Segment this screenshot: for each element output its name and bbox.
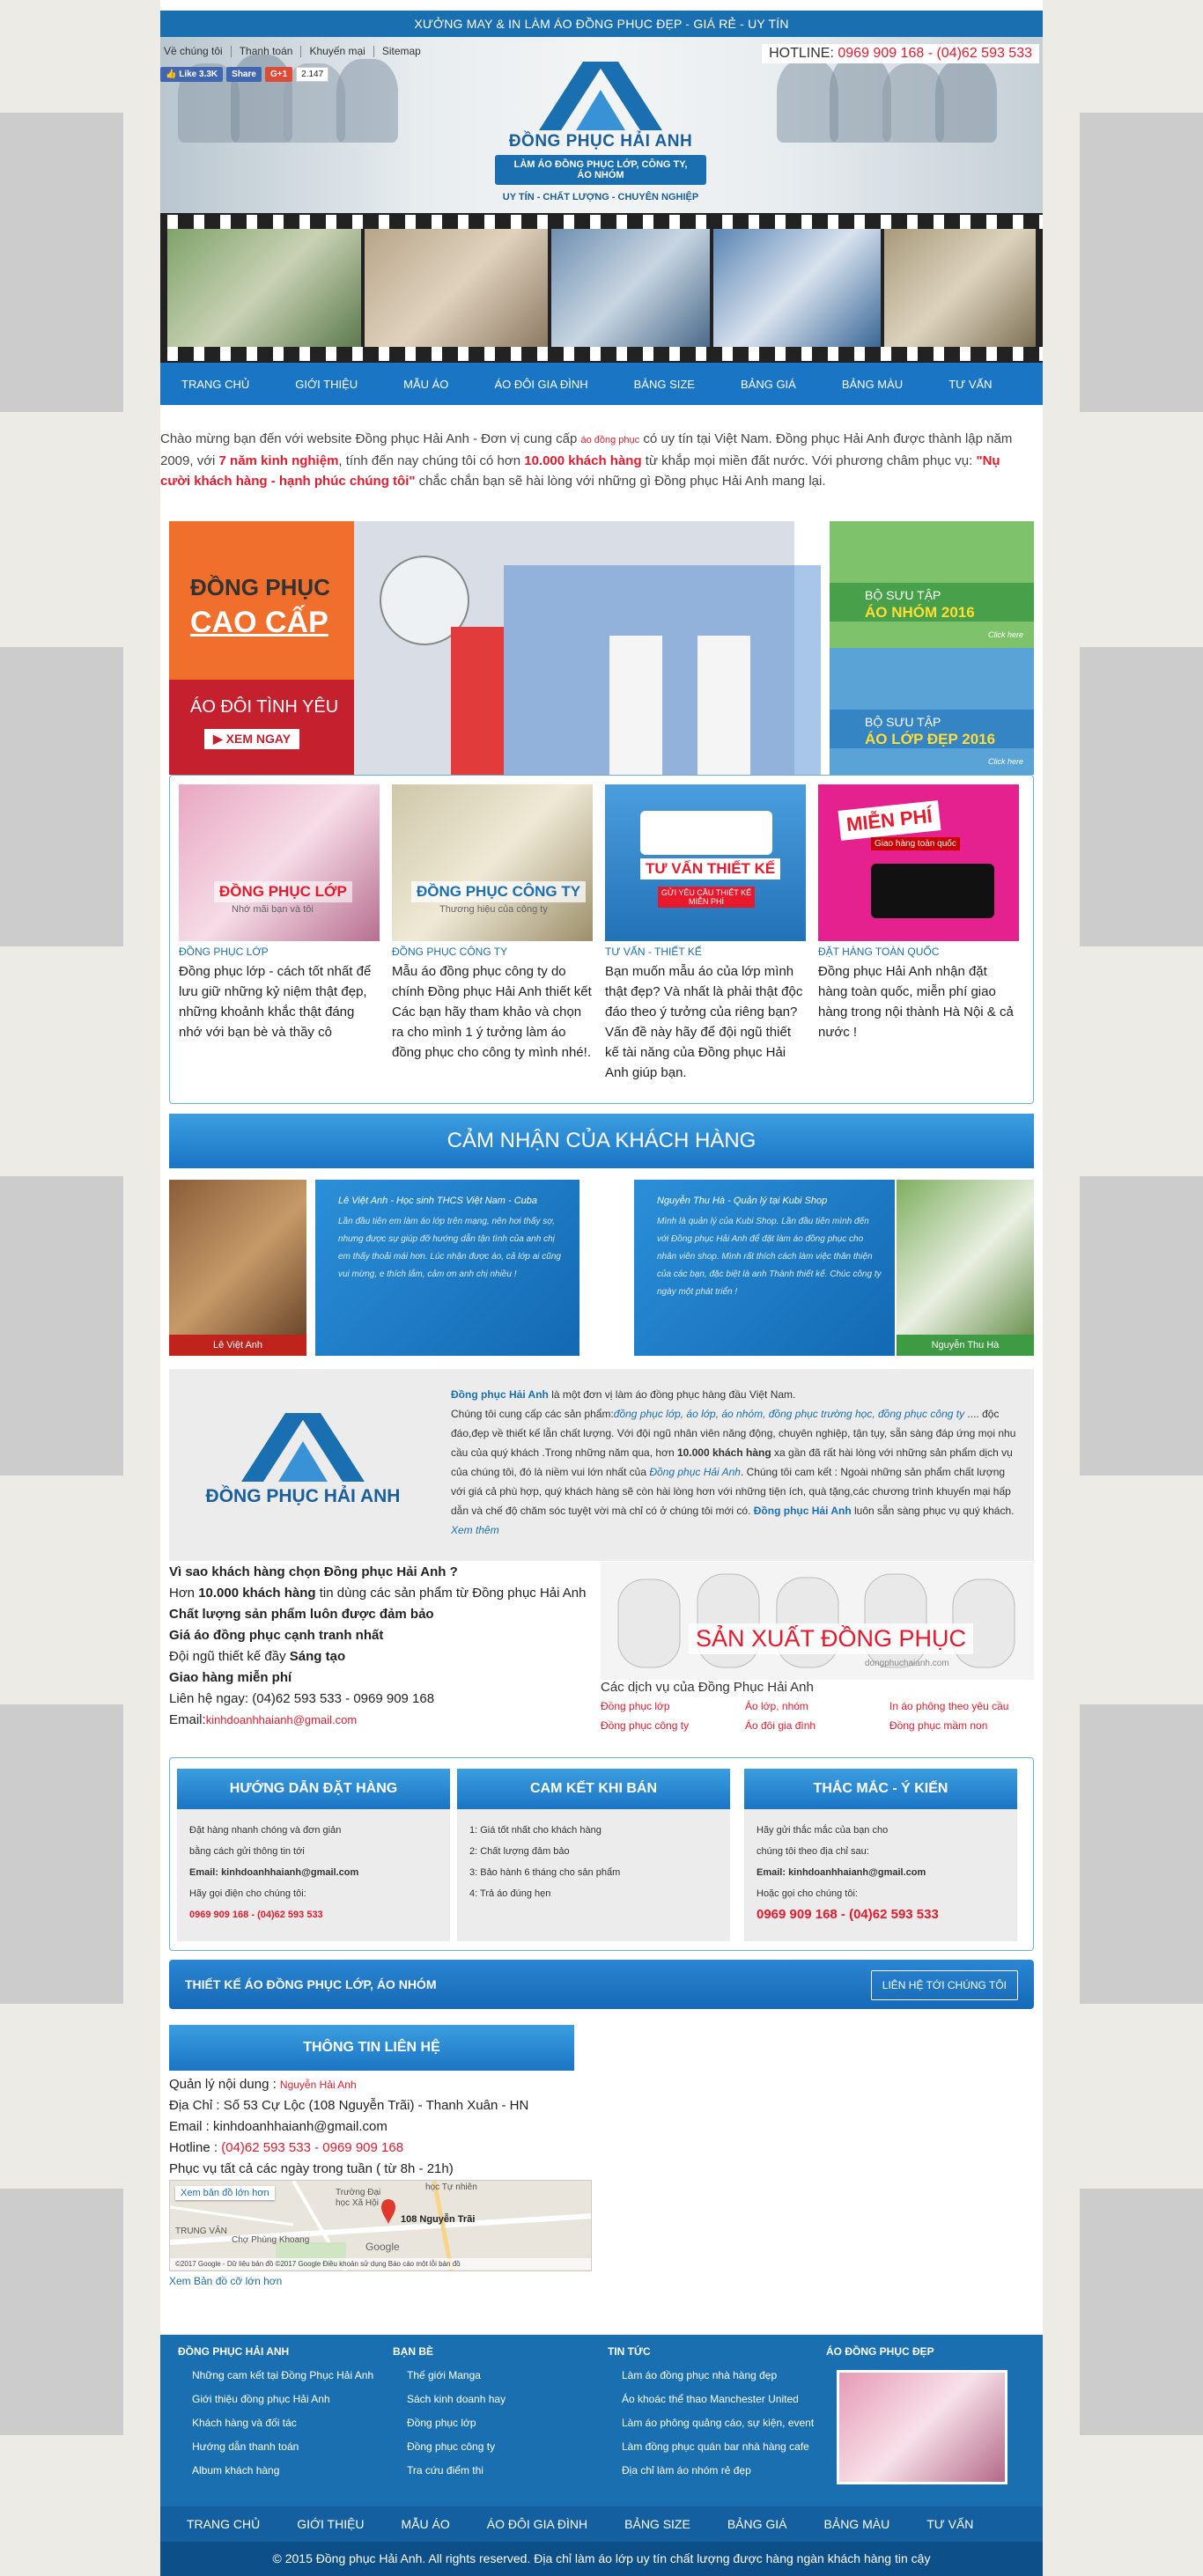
map-larger-link[interactable]: Xem bản đồ lớn hơn <box>175 2186 275 2200</box>
main-nav <box>160 363 1043 405</box>
about-more-link[interactable]: Xem thêm <box>451 1524 499 1536</box>
footer-link[interactable]: Thế giới Manga <box>407 2369 481 2381</box>
testimonial-quote: Nguyễn Thu Hà - Quản lý tại Kubi Shop Mình là quản lý của Kubi Shop. Lần đầu tiên mình đến với Đồng phục Hải Anh để đặt làm áo đồng phục cho nhân viên shop. Mình rất thích cách làm việc thân thiện của các bạn, đặc biệt là anh Thành thiết kế. Chúc công ty ngày một phát triển ! <box>634 1180 895 1356</box>
contact-info: Quản lý nội dung : Nguyễn Hải Anh Địa Chỉ : Số 53 Cự Lộc (108 Nguyễn Trãi) - Thanh Xuân - HN Email : kinhdoanhhaianh@gmail.com Hotline : (04)62 593 533 - 0969 909 168 Phục vụ tất cả các ngày trong tuần ( từ 8h - 21h) <box>169 2077 529 2176</box>
about-section <box>169 1369 1034 1561</box>
service-card-company[interactable]: ĐỒNG PHỤC CÔNG TY Thương hiệu của công ty ĐỒNG PHỤC CÔNG TY Mẫu áo đồng phục công ty do chính Đồng phục Hải Anh thiết kết Các bạn hãy tham khảo và chọn ra cho mình 1 ý tưởng làm áo đồng phục cho công ty mình nhé!. <box>392 784 593 1063</box>
logo-banner: LÀM ÁO ĐỒNG PHỤC LỚP, CÔNG TY, ÁO NHÓM <box>495 155 706 185</box>
intro-text: Chào mừng bạn đến với website Đồng phục Hải Anh - Đơn vị cung cấp áo đồng phục có uy tín tại Việt Nam. Đồng phục Hải Anh được thành lập năm 2009, với 7 năm kinh nghiệm, tính đến nay chúng tôi có hơn 10.000 khách hàng từ khắp mọi miền đất nước. Với phương châm phục vụ: "Nụ cười khách hàng - hạnh phúc chúng tôi" chắc chắn bạn sẽ hài lòng với những gì Đồng phục Hải Anh mang lại. <box>160 431 1013 489</box>
side-decor <box>0 647 123 946</box>
footer-link[interactable]: Sách kinh doanh hay <box>407 2393 506 2405</box>
hotline-numbers[interactable]: 0969 909 168 - (04)62 593 533 <box>838 46 1032 61</box>
service-link[interactable]: Áo lớp, nhóm <box>745 1700 808 1712</box>
contact-heading: THÔNG TIN LIÊN HỆ <box>169 2025 574 2071</box>
order-guide: HƯỚNG DẪN ĐẶT HÀNG Đặt hàng nhanh chóng và đơn giản bằng cách gửi thông tin tới Email: kinhdoanhhaianh@gmail.com Hãy gọi điện cho chúng tôi: 0969 909 168 - (04)62 593 533 <box>177 1769 450 1941</box>
services-box <box>169 775 1034 1104</box>
footer-link[interactable]: Tra cứu điểm thi <box>407 2464 483 2477</box>
filmstrip-photo <box>365 229 548 347</box>
service-image: MIỄN PHÍ Giao hàng toàn quốc <box>818 784 1019 941</box>
footer-nav-color-chart[interactable]: BẢNG MÀU <box>823 2517 890 2531</box>
banner-r1-click[interactable]: Click here <box>988 630 1024 639</box>
google-plus-count: 2.147 <box>296 67 328 82</box>
footer-nav-about[interactable]: GIỚI THIỆU <box>297 2517 365 2531</box>
banner-r2-click[interactable]: Click here <box>988 757 1024 766</box>
why-choose-us: Vì sao khách hàng chọn Đồng phục Hải Anh ? Hơn 10.000 khách hàng tin dùng các sản phẩm từ Đồng phục Hải Anh Chất lượng sản phẩm luôn được đảm bảo Giá áo đồng phục cạnh tranh nhất Đội ngũ thiết kế đầy Sáng tạo Giao hàng miễn phí Liên hệ ngay: (04)62 593 533 - 0969 909 168 Email:kinhdoanhhaianh@gmail.com <box>169 1564 587 1727</box>
facebook-share-button[interactable]: Share <box>226 67 262 82</box>
play-icon: ▶ <box>213 732 226 746</box>
footer-nav-consulting[interactable]: TƯ VẤN <box>926 2517 974 2531</box>
service-image: ĐỒNG PHỤC LỚP Nhớ mãi bạn và tôi <box>179 784 380 941</box>
banner-left-sub: ÁO ĐÔI TÌNH YÊU <box>190 697 339 717</box>
testimonial-quote: Lê Việt Anh - Học sinh THCS Việt Nam - Cuba Lần đầu tiên em làm áo lớp trên mạng, nên hơi thấy sợ, nhưng được sự giúp đỡ hướng dẫn tận tình của anh chị em thấy thoải mái hơn. Lúc nhận được áo, cả lớp ai cũng vui mừng, e thích lắm, cảm ơn anh chị nhiều ! <box>315 1180 579 1356</box>
service-link[interactable]: In áo phông theo yêu cầu <box>889 1700 1009 1712</box>
footer-link[interactable]: Album khách hàng <box>192 2464 280 2477</box>
nav-about[interactable]: GIỚI THIỆU <box>295 377 358 391</box>
footer-nav-home[interactable]: TRANG CHỦ <box>187 2517 261 2531</box>
filmstrip-photo <box>713 229 881 347</box>
footer-nav <box>160 2506 1043 2542</box>
intro-link-uniform[interactable]: áo đồng phục <box>580 435 640 445</box>
logo-name: ĐỒNG PHỤC HẢI ANH <box>508 132 693 151</box>
footer-col-friends: BẠN BÈ Thế giới Manga Sách kinh doanh hay Đồng phục lớp Đồng phục công ty Tra cứu điểm thi <box>393 2345 506 2477</box>
footer-nav-family-shirts[interactable]: ÁO ĐÔI GIA ĐÌNH <box>486 2517 588 2531</box>
side-decor <box>1080 1704 1203 2004</box>
side-decor <box>1080 113 1203 412</box>
footer-nav-price-list[interactable]: BẢNG GIÁ <box>727 2517 787 2531</box>
service-image: ĐỒNG PHỤC CÔNG TY Thương hiệu của công ty <box>392 784 593 941</box>
footer-link[interactable]: Những cam kết tại Đồng Phục Hải Anh <box>192 2369 374 2381</box>
footer-link[interactable]: Đồng phục công ty <box>407 2440 496 2453</box>
banner-left-mid: CAO CẤP <box>190 606 328 639</box>
side-decor <box>1080 2189 1203 2435</box>
footer-link[interactable]: Làm áo phông quảng cáo, sự kiện, event <box>622 2417 815 2429</box>
facebook-like-button[interactable]: 👍 Like 3.3K <box>160 67 223 82</box>
service-link[interactable]: Đồng phục công ty <box>601 1719 690 1732</box>
logo-mark-icon <box>521 53 680 132</box>
photo-filmstrip <box>160 213 1043 363</box>
questions-feedback: THẮC MẮC - Ý KIẾN Hãy gửi thắc mắc của bạn cho chúng tôi theo địa chỉ sau: Email: kinhdoanhhaianh@gmail.com Hoặc gọi cho chúng tôi: 0969 909 168 - (04)62 593 533 <box>744 1769 1017 1941</box>
service-card-design[interactable]: TƯ VẤN THIẾT KẾ GỬI YÊU CẦU THIẾT KẾ MIỄN PHÍ TƯ VẤN - THIẾT KẾ Bạn muốn mẫu áo của lớp mình thật đẹp? Và nhất là phải thật độc đáo theo ý tưởng của riêng bạn? Vấn đề này hãy để đội ngũ thiết kế tài năng của Đồng phục Hải Anh giúp bạn. <box>605 784 806 1083</box>
testimonials-heading: CẢM NHẬN CỦA KHÁCH HÀNG <box>169 1114 1034 1168</box>
footer-link[interactable]: Hướng dẫn thanh toán <box>192 2440 299 2453</box>
info-columns <box>169 1757 1034 1951</box>
google-plus-button[interactable]: G+1 <box>265 67 292 82</box>
testimonial-name: Nguyễn Thu Hà <box>897 1335 1034 1356</box>
design-cta <box>169 1960 1034 2009</box>
service-link[interactable]: Áo đôi gia đình <box>745 1719 816 1732</box>
side-decor <box>1080 1176 1203 1476</box>
toplink-promotion[interactable]: Khuyến mại <box>301 46 373 57</box>
copyright: © 2015 Đồng phục Hải Anh. All rights reserved. Địa chỉ làm áo lớp uy tín chất lượng được hàng ngàn khách hàng tin cậy <box>160 2542 1043 2576</box>
footer-col-news: TIN TỨC Làm áo đồng phục nhà hàng đẹp Áo khoác thể thao Manchester United Làm áo phông quảng cáo, sự kiện, event Làm đồng phục quán bar nhà hàng cafe Địa chỉ làm áo nhóm rẻ đẹp <box>608 2345 815 2477</box>
footer-link[interactable]: Làm đồng phục quán bar nhà hàng cafe <box>622 2440 809 2453</box>
testimonial-photo <box>169 1180 306 1356</box>
thumbs-up-icon: 👍 <box>166 70 180 79</box>
hotline-label: HOTLINE: <box>769 46 834 61</box>
footer-link[interactable]: Khách hàng và đối tác <box>192 2417 297 2429</box>
service-image: TƯ VẤN THIẾT KẾ GỬI YÊU CẦU THIẾT KẾ MIỄN PHÍ <box>605 784 806 941</box>
top-links <box>164 46 429 57</box>
footer-nav-size-chart[interactable]: BẢNG SIZE <box>624 2517 690 2531</box>
toplink-about[interactable]: Về chúng tôi <box>164 46 232 57</box>
nav-price-list[interactable]: BẢNG GIÁ <box>740 377 796 391</box>
side-decor <box>0 1176 123 1476</box>
banner-r2-label: BỘ SƯU TẬP <box>865 715 941 729</box>
filmstrip-photo <box>884 229 1036 347</box>
map-larger-link-below[interactable]: Xem Bản đồ cỡ lớn hơn <box>169 2275 283 2287</box>
footer-nav-shirt-models[interactable]: MẪU ÁO <box>401 2517 450 2531</box>
banner-r1-title: ÁO NHÓM 2016 <box>865 604 975 621</box>
toplink-sitemap[interactable]: Sitemap <box>381 45 421 57</box>
banner-r2-title: ÁO LỚP ĐẸP 2016 <box>865 731 996 747</box>
service-link[interactable]: Đồng phục mầm non <box>889 1719 988 1732</box>
logo-slogan: UY TÍN - CHẤT LƯỢNG - CHUYÊN NGHIỆP <box>502 192 699 202</box>
email-link[interactable]: kinhdoanhhaianh@gmail.com <box>205 1713 358 1726</box>
logo-mark-icon <box>206 1404 400 1483</box>
service-list: Các dịch vụ của Đồng Phục Hải Anh Đồng phục lớp Áo lớp, nhóm In áo phông theo yêu cầu Đồng phục công ty Áo đôi gia đình Đồng phục mầm non <box>601 1680 1034 1732</box>
production-banner: SẢN XUẤT ĐỒNG PHỤC dongphuchaianh.com <box>601 1562 1034 1680</box>
footer-gallery-photo[interactable] <box>837 2370 1007 2484</box>
nav-color-chart[interactable]: BẢNG MÀU <box>841 377 904 391</box>
side-decor <box>0 2189 123 2435</box>
banner-r1-label: BỘ SƯU TẬP <box>865 588 941 602</box>
service-card-class[interactable]: ĐỒNG PHỤC LỚP Nhớ mãi bạn và tôi ĐỒNG PHỤC LỚP Đồng phục lớp - cách tốt nhất để lưu giữ những kỷ niệm thật đẹp, những khoảnh khắc thật đáng nhớ với bạn bè và thầy cô <box>179 784 380 1042</box>
filmstrip-photo <box>167 229 361 347</box>
nav-family-shirts[interactable]: ÁO ĐÔI GIA ĐÌNH <box>494 377 588 391</box>
toplink-payment[interactable]: Thanh toán <box>232 46 302 57</box>
service-card-delivery[interactable]: MIỄN PHÍ Giao hàng toàn quốc ĐẶT HÀNG TOÀN QUỐC Đồng phục Hải Anh nhận đặt hàng toàn quốc, miễn phí giao hàng trong nội thành Hà Nội & cả nước ! <box>818 784 1019 1042</box>
footer-link[interactable]: Áo khoác thể thao Manchester United <box>622 2393 799 2405</box>
testimonial-name: Lê Việt Anh <box>169 1335 306 1356</box>
footer-col-company: ĐỒNG PHỤC HẢI ANH Những cam kết tại Đồng Phục Hải Anh Giới thiệu đồng phục Hải Anh Khách hàng và đối tác Hướng dẫn thanh toán Album khách hàng <box>178 2345 374 2477</box>
footer-link[interactable]: Làm áo đồng phục nhà hàng đẹp <box>622 2369 778 2381</box>
footer-link[interactable]: Địa chỉ làm áo nhóm rẻ đẹp <box>622 2464 751 2477</box>
footer-link[interactable]: Giới thiệu đồng phục Hải Anh <box>192 2393 330 2405</box>
footer-link[interactable]: Đồng phục lớp <box>407 2417 476 2429</box>
google-map[interactable]: Xem bản đồ lớn hơn 108 Nguyễn Trãi Trường Đại học Xã Hội học Tự nhiên TRUNG VĂN Chợ Phùng Khoang Google ©2017 Google - Dữ liệu bản đồ ©2017 Google Điều khoản sử dụng Báo cáo một lỗi bản đồ <box>169 2180 592 2271</box>
contact-us-button[interactable]: LIÊN HỆ TỚI CHÚNG TÔI <box>871 1970 1018 2000</box>
banner-view-now-button[interactable]: ▶ XEM NGAY <box>204 729 299 749</box>
truck-icon <box>871 864 994 918</box>
banner-left-top: ĐỒNG PHỤC <box>190 574 330 600</box>
nav-home[interactable]: TRANG CHỦ <box>181 377 250 391</box>
testimonial-photo <box>897 1180 1034 1356</box>
hotline <box>762 44 1039 63</box>
sales-commitment: CAM KẾT KHI BÁN 1: Giá tốt nhất cho khách hàng 2: Chất lượng đảm bảo 3: Bảo hành 6 tháng cho sản phẩm 4: Trả áo đúng hẹn <box>457 1769 730 1941</box>
nav-size-chart[interactable]: BẢNG SIZE <box>633 377 695 391</box>
nav-shirt-models[interactable]: MẪU ÁO <box>403 377 449 391</box>
about-logo: ĐỒNG PHỤC HẢI ANH <box>197 1404 409 1507</box>
nav-consulting[interactable]: TƯ VẤN <box>948 377 993 391</box>
cta-text: THIẾT KẾ ÁO ĐỒNG PHỤC LỚP, ÁO NHÓM <box>185 1977 437 1991</box>
page-container <box>160 0 1043 2576</box>
filmstrip-photo <box>551 229 710 347</box>
side-decor <box>0 1704 123 2004</box>
footer-col-gallery: ÁO ĐỒNG PHỤC ĐẸP <box>826 2345 1007 2484</box>
site-logo[interactable] <box>495 53 706 202</box>
footer <box>160 2335 1043 2506</box>
promo-banner[interactable] <box>169 521 1034 775</box>
social-buttons <box>160 67 328 82</box>
about-text: Đồng phục Hải Anh là một đơn vị làm áo đồng phục hàng đầu Việt Nam. Chúng tôi cung cấp các sản phẩm:đồng phục lớp, áo lớp, áo nhóm, đồng phục trường học, đồng phục công ty .... độc đáo,đẹp về thiết kế lẫn chất lượng. Với đội ngũ nhân viên năng động, chuyên nghiệp, tận tụy, sẵn sàng đáp ứng mọi nhu cầu của quý khách .Trong những năm qua, hơn 10.000 khách hàng xa gần đã rất hài lòng với những sản phẩm dịch vụ của chúng tôi, đó là niềm vui lớn nhất của Đồng phục Hải Anh. Chúng tôi cam kết : Ngoài những sản phẩm chất lượng với giá cả phù hợp, quý khách hàng sẽ còn hài lòng hơn với những tiện ích, quà tặng,các chương trình khuyến mại hấp dẫn và chế độ chăm sóc tuyệt vời mà chỉ có ở chúng tôi mới có. Đồng phục Hải Anh luôn sẵn sàng phục vụ quý khách. Xem thêm <box>451 1388 1016 1536</box>
top-slogan-bar: XƯỞNG MAY & IN LÀM ÁO ĐỒNG PHỤC ĐẸP - GIÁ RẺ - UY TÍN <box>160 11 1043 37</box>
service-link[interactable]: Đồng phục lớp <box>601 1700 670 1712</box>
google-logo: Google <box>365 2241 400 2253</box>
side-decor <box>0 113 123 412</box>
side-decor <box>1080 647 1203 946</box>
